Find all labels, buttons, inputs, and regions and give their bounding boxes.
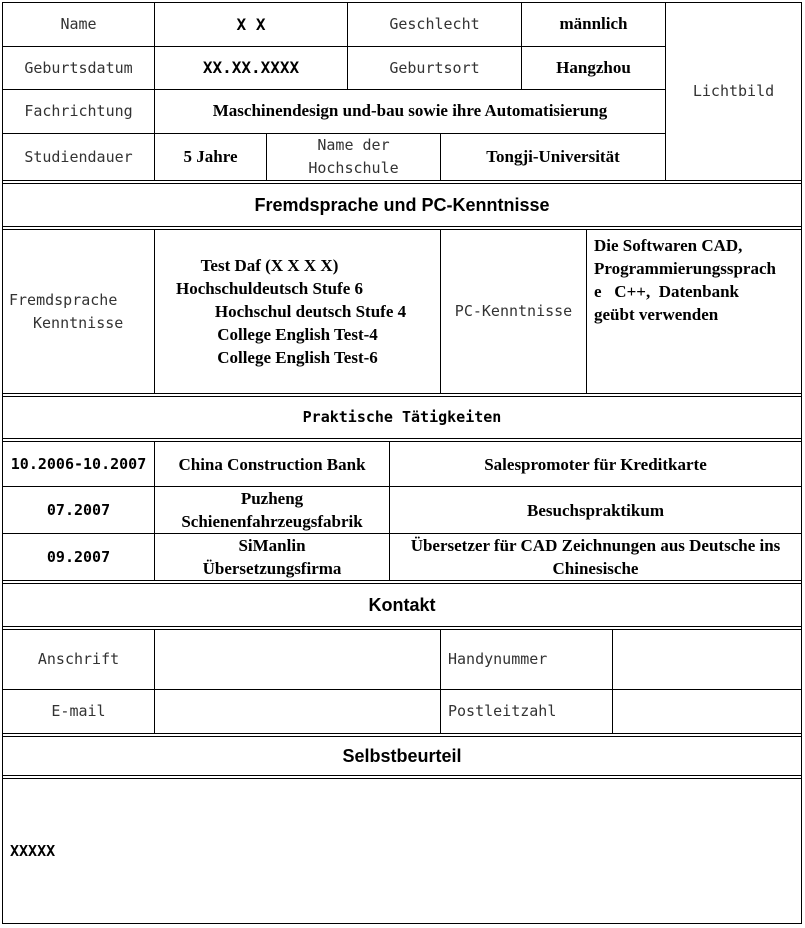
birthplace-value: Hangzhou [556,57,631,77]
self-section-title: Selbstbeurteil [342,745,462,766]
practice-company-line: Schienenfahrzeugsfabrik [181,512,363,531]
practice-company [155,442,389,486]
duration-label: Studiendauer [24,147,133,166]
language-label-line: Kenntnisse [33,313,124,332]
address-value [155,630,440,689]
name-value: X X [236,14,266,34]
birthplace-label: Geburtsort [389,58,480,77]
practice-company-line: China Construction Bank [178,454,366,474]
practice-activity-line: Übersetzer für CAD Zeichnungen aus Deutsche ins [410,536,781,555]
table-border [2,393,802,394]
university-label-line: Hochschule [308,159,399,177]
birthdate-value: XX.XX.XXXX [202,58,300,78]
skills-section-title: Fremdsprache und PC-Kenntnisse [254,194,550,215]
practice-activity [390,487,801,533]
practice-company [155,534,389,580]
practice-company-line: SiManlin [238,536,306,555]
language-item: Hochschuldeutsch Stufe 6 [175,279,364,298]
major-value: Maschinendesign und-bau sowie ihre Automatisierung [212,101,608,121]
language-item: Hochschul deutsch Stufe 4 [214,302,407,321]
table-border [2,626,802,627]
gender-value: männlich [559,14,628,34]
language-item: Test Daf (X X X X) [200,256,339,275]
pc-skill-line: Programmierungssprach [594,259,776,278]
table-border [2,775,802,776]
practice-company-line: Übersetzungsfirma [202,559,342,578]
pc-skills [587,230,801,393]
phone-value [613,630,801,689]
postal-label: Postleitzahl [448,702,557,721]
table-border [2,180,802,181]
table-border [2,438,802,439]
university-value: Tongji-Universität [486,146,620,166]
practice-date: 10.2006-10.2007 [10,454,147,473]
address-label: Anschrift [37,650,120,669]
practice-activity [390,442,801,486]
major-label: Fachrichtung [24,102,133,121]
table-border [2,226,802,227]
email-value [155,690,440,733]
email-label: E-mail [51,702,106,721]
pc-skill-line: geübt verwenden [594,305,719,324]
pc-skill-line: e C++, Datenbank [594,282,739,301]
language-list [155,230,440,393]
practice-date: 07.2007 [46,500,111,519]
language-item: College English Test-6 [217,348,378,367]
practice-activity-line: Besuchspraktikum [527,500,664,520]
practice-activity-line: Salespromoter für Kreditkarte [484,454,707,474]
contact-section-title: Kontakt [368,594,436,615]
university-label-line: Name der [317,136,390,154]
pc-label: PC-Kenntnisse [454,302,573,321]
pc-skill-line: Die Softwaren CAD, [594,236,743,255]
gender-label: Geschlecht [389,15,480,34]
self-assessment-text: XXXXX [10,841,56,860]
duration-value: 5 Jahre [183,146,238,166]
university-label [267,134,440,180]
postal-value [613,690,801,733]
language-label-line: Fremdsprache [9,290,118,309]
practice-activity [390,534,801,580]
table-border [2,923,802,924]
photo-placeholder: Lichtbild [692,82,775,101]
language-label [3,230,154,393]
language-item: College English Test-4 [217,325,378,344]
table-border [2,580,802,581]
practice-section-title: Praktische Tätigkeiten [302,408,502,427]
practice-date: 09.2007 [46,547,111,566]
practice-company [155,487,389,533]
phone-label: Handynummer [448,650,548,669]
name-label: Name [60,15,97,34]
birthdate-label: Geburtsdatum [24,58,133,77]
table-border [801,2,802,924]
table-border [2,733,802,734]
practice-company-line: Puzheng [240,489,304,508]
practice-activity-line: Chinesische [552,559,639,578]
